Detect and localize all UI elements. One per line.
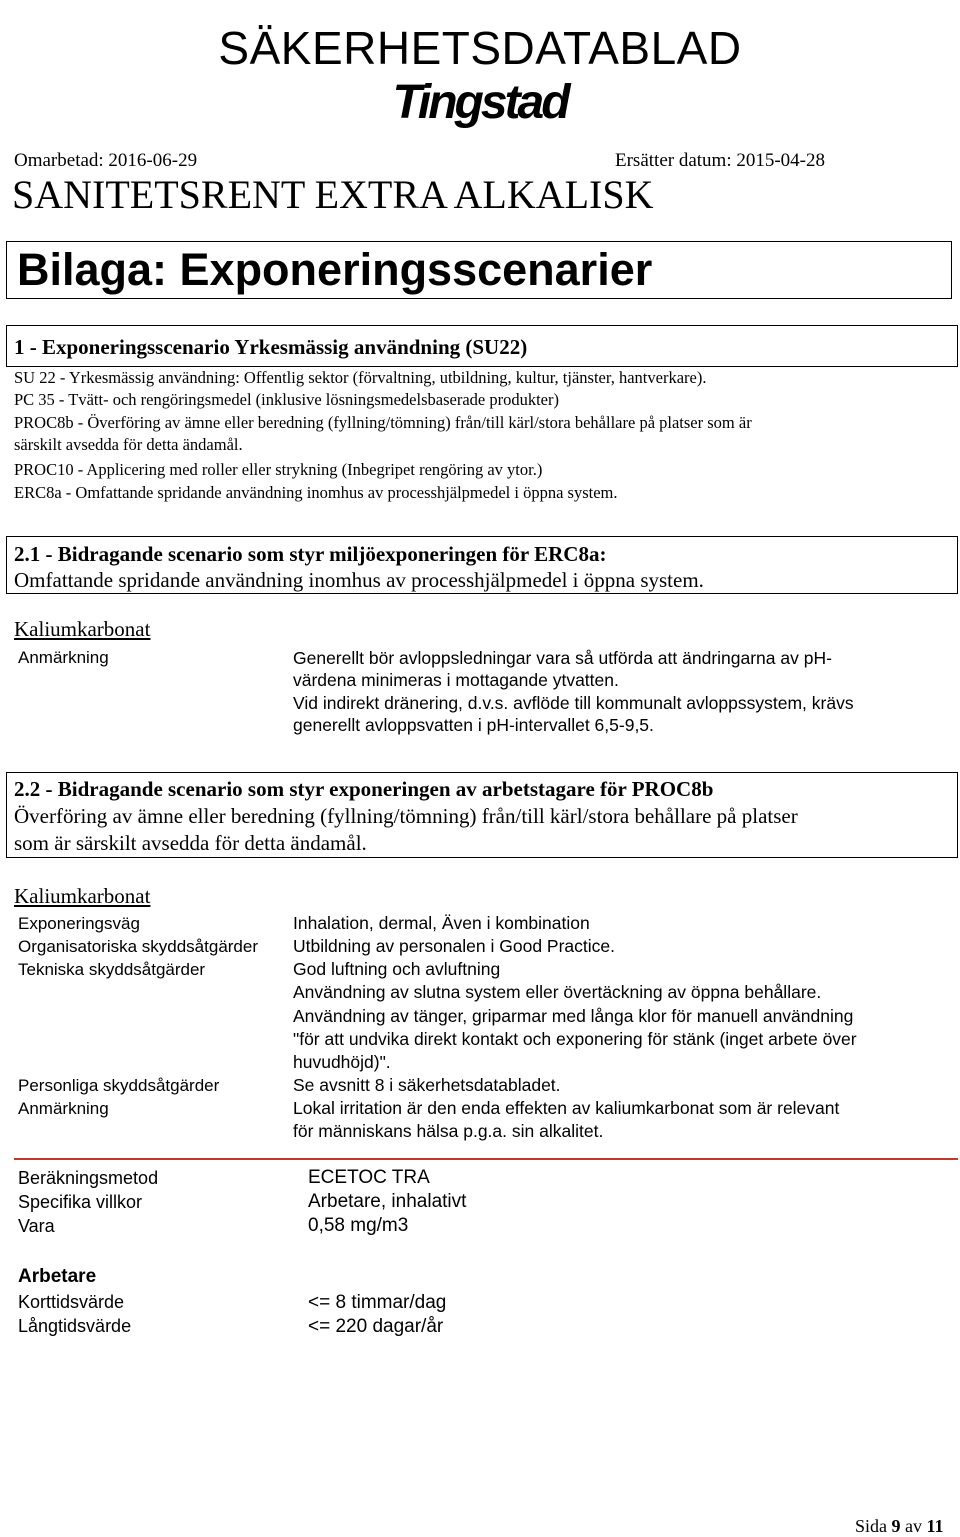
conditions-label: Specifika villkor — [18, 1192, 143, 1212]
page-current: 9 — [891, 1516, 901, 1536]
section-2-1-heading: 2.1 - Bidragande scenario som styr miljöexponeringen för ERC8a: — [14, 542, 607, 566]
short-term-value: <= 8 timmar/dag — [308, 1292, 447, 1313]
page-prefix: Sida — [855, 1516, 888, 1536]
note-label: Anmärkning — [18, 648, 109, 667]
substance-value: 0,58 mg/m3 — [308, 1215, 409, 1236]
scenario-1-line: SU 22 - Yrkesmässig användning: Offentlig sektor (förvaltning, utbildning, kultur, tjänster, hantverkare). — [14, 368, 707, 387]
scenario-1-line: särskilt avsedda för detta ändamål. — [14, 435, 243, 454]
annex-heading-box — [6, 241, 952, 299]
exposure-route-label: Exponeringsväg — [18, 914, 140, 933]
org-measures-label: Organisatoriska skyddsåtgärder — [18, 937, 259, 956]
exposure-route-value: Inhalation, dermal, Även i kombination — [293, 913, 590, 933]
tech-measures-label: Tekniska skyddsåtgärder — [18, 960, 206, 979]
tech-measures-value: God luftning och avluftning — [293, 959, 501, 979]
note-value: Lokal irritation är den enda effekten av kaliumkarbonat som är relevant — [293, 1098, 840, 1118]
section-2-2-text: som är särskilt avsedda för detta ändamål. — [14, 831, 367, 855]
note-value: för människans hälsa p.g.a. sin alkalitet. — [293, 1121, 604, 1141]
scenario-1-box — [6, 325, 958, 367]
page-mid: av — [905, 1516, 923, 1536]
substance-name: Kaliumkarbonat — [14, 884, 151, 908]
note-value: Generellt bör avloppsledningar vara så utförda att ändringarna av pH- — [293, 648, 832, 668]
org-measures-value: Utbildning av personalen i Good Practice. — [293, 936, 615, 956]
calc-method-value: ECETOC TRA — [308, 1167, 430, 1188]
substance-name: Kaliumkarbonat — [14, 617, 151, 641]
page-number — [855, 1515, 944, 1537]
long-term-value: <= 220 dagar/år — [308, 1316, 444, 1337]
section-2-1-text: Omfattande spridande användning inomhus av processhjälpmedel i öppna system. — [14, 568, 704, 592]
document-title: SÄKERHETSDATABLAD — [218, 22, 742, 74]
scenario-1-line: ERC8a - Omfattande spridande användning inomhus av processhjälpmedel i öppna system. — [14, 483, 618, 502]
ppe-value: Se avsnitt 8 i säkerhetsdatabladet. — [293, 1075, 561, 1095]
note-value: värdena minimeras i mottagande ytvatten. — [293, 670, 619, 690]
page-total: 11 — [926, 1516, 944, 1536]
scenario-1-line: PROC10 - Applicering med roller eller strykning (Inbegripet rengöring av ytor.) — [14, 460, 543, 479]
section-2-2-box — [6, 772, 958, 858]
calc-method-label: Beräkningsmetod — [18, 1168, 159, 1188]
note-label: Anmärkning — [18, 1099, 109, 1118]
short-term-label: Korttidsvärde — [18, 1292, 125, 1312]
substance-label: Vara — [18, 1216, 55, 1236]
annex-title: Bilaga: Exponeringsscenarier — [17, 244, 653, 295]
tech-measures-value: Användning av tänger, griparmar med långa klor för manuell användning — [293, 1006, 854, 1026]
section-2-2-text: Överföring av ämne eller beredning (fyllning/tömning) från/till kärl/stora behållare på platser — [14, 804, 798, 828]
conditions-value: Arbetare, inhalativt — [308, 1191, 467, 1212]
section-2-1-box — [6, 536, 958, 594]
long-term-label: Långtidsvärde — [18, 1316, 132, 1336]
scenario-1-line: PC 35 - Tvätt- och rengöringsmedel (inklusive lösningsmedelsbaserade produkter) — [14, 390, 559, 409]
note-value: generellt avloppsvatten i pH-intervallet 6,5-9,5. — [293, 715, 654, 735]
tech-measures-value: huvudhöjd)". — [293, 1052, 391, 1072]
section-divider — [14, 1158, 958, 1160]
replaces-date: Ersätter datum: 2015-04-28 — [615, 150, 826, 171]
brand-logo: Tingstad — [392, 76, 568, 129]
note-value: Vid indirekt dränering, d.v.s. avflöde till kommunalt avloppssystem, krävs — [293, 693, 854, 713]
revised-date: Omarbetad: 2016-06-29 — [14, 150, 198, 171]
section-2-2-heading: 2.2 - Bidragande scenario som styr exponeringen av arbetstagare för PROC8b — [14, 777, 714, 801]
scenario-1-line: PROC8b - Överföring av ämne eller beredning (fyllning/tömning) från/till kärl/stora behållare på platser som är — [14, 413, 752, 432]
scenario-1-title: 1 - Exponeringsscenario Yrkesmässig användning (SU22) — [14, 335, 528, 359]
worker-label: Arbetare — [18, 1266, 97, 1287]
tech-measures-value: "för att undvika direkt kontakt och exponering för stänk (inget arbete över — [293, 1029, 857, 1049]
tech-measures-value: Användning av slutna system eller övertäckning av öppna behållare. — [293, 982, 822, 1002]
product-name: SANITETSRENT EXTRA ALKALISK — [12, 172, 654, 217]
ppe-label: Personliga skyddsåtgärder — [18, 1076, 220, 1095]
